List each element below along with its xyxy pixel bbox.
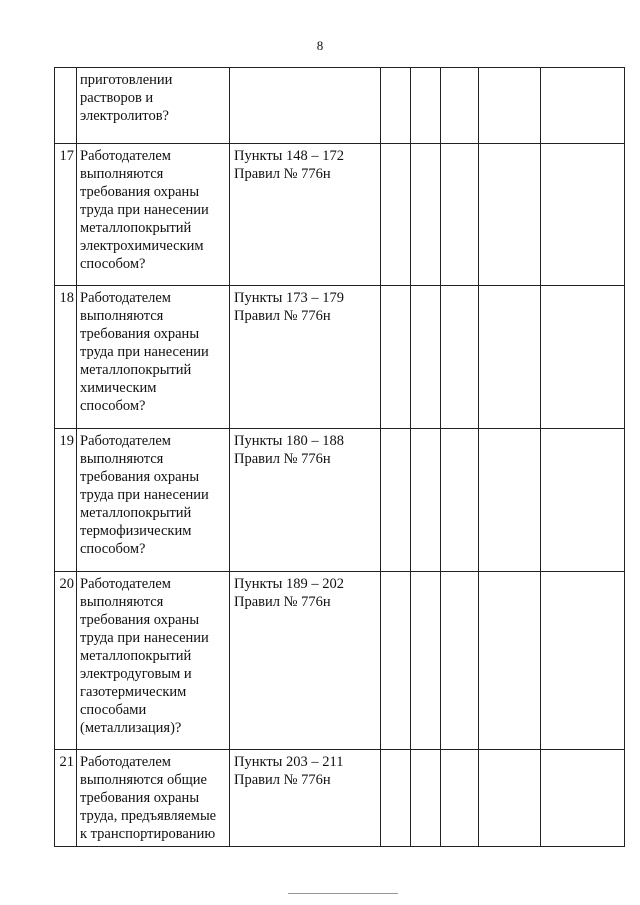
question-cell	[77, 286, 230, 429]
reference-line: Правил № 776н	[234, 166, 331, 182]
question-line: металлопокрытий	[80, 505, 192, 521]
notes-cell[interactable]	[541, 572, 625, 750]
details-cell[interactable]	[479, 429, 541, 572]
question-line: труда при нанесении	[80, 487, 209, 503]
checklist-table	[54, 67, 625, 847]
reference-line: Правил № 776н	[234, 772, 331, 788]
answer-na-cell[interactable]	[441, 572, 479, 750]
table-row	[55, 750, 625, 847]
answer-na-cell[interactable]	[441, 750, 479, 847]
question-cell	[77, 68, 230, 144]
question-line: приготовлении	[80, 72, 173, 88]
row-number: 19	[55, 429, 77, 572]
answer-no-cell[interactable]	[411, 144, 441, 286]
row-number: 20	[55, 572, 77, 750]
question-line: Работодателем	[80, 754, 171, 770]
question-line: Работодателем	[80, 433, 171, 449]
reference-cell	[230, 144, 381, 286]
scan-edge-divider	[288, 893, 398, 894]
reference-line: Пункты 203 – 211	[234, 754, 344, 770]
table-row	[55, 572, 625, 750]
answer-yes-cell[interactable]	[381, 429, 411, 572]
question-line: требования охраны	[80, 184, 200, 200]
row-number: 21	[55, 750, 77, 847]
question-line: Работодателем	[80, 576, 171, 592]
question-line: труда при нанесении	[80, 202, 209, 218]
reference-line: Правил № 776н	[234, 451, 331, 467]
question-line: электролитов?	[80, 108, 169, 124]
answer-na-cell[interactable]	[441, 429, 479, 572]
question-line: металлопокрытий	[80, 362, 192, 378]
details-cell[interactable]	[479, 750, 541, 847]
question-line: электродуговым и	[80, 666, 192, 682]
page-number: 8	[316, 38, 324, 53]
question-line: требования охраны	[80, 612, 200, 628]
question-line: металлопокрытий	[80, 648, 192, 664]
answer-na-cell[interactable]	[441, 68, 479, 144]
answer-yes-cell[interactable]	[381, 572, 411, 750]
question-line: способом?	[80, 256, 146, 272]
question-cell	[77, 750, 230, 847]
answer-yes-cell[interactable]	[381, 144, 411, 286]
answer-no-cell[interactable]	[411, 286, 441, 429]
reference-line: Пункты 189 – 202	[234, 576, 345, 592]
question-cell	[77, 429, 230, 572]
question-line: растворов и	[80, 90, 154, 106]
question-line: требования охраны	[80, 326, 200, 342]
table-row	[55, 286, 625, 429]
reference-cell	[230, 286, 381, 429]
question-line: способом?	[80, 398, 146, 414]
answer-no-cell[interactable]	[411, 429, 441, 572]
reference-line: Пункты 173 – 179	[234, 290, 345, 306]
notes-cell[interactable]	[541, 286, 625, 429]
answer-na-cell[interactable]	[441, 286, 479, 429]
notes-cell[interactable]	[541, 429, 625, 572]
question-line: газотермическим	[80, 684, 187, 700]
table-row	[55, 429, 625, 572]
answer-na-cell[interactable]	[441, 144, 479, 286]
reference-line: Правил № 776н	[234, 594, 331, 610]
question-line: металлопокрытий	[80, 220, 192, 236]
question-cell	[77, 144, 230, 286]
details-cell[interactable]	[479, 144, 541, 286]
question-line: выполняются	[80, 594, 164, 610]
answer-no-cell[interactable]	[411, 750, 441, 847]
reference-cell	[230, 68, 381, 144]
reference-line: Правил № 776н	[234, 308, 331, 324]
details-cell[interactable]	[479, 286, 541, 429]
notes-cell[interactable]	[541, 750, 625, 847]
question-line: выполняются	[80, 308, 164, 324]
question-line: требования охраны	[80, 790, 200, 806]
row-number: 18	[55, 286, 77, 429]
answer-yes-cell[interactable]	[381, 286, 411, 429]
row-number: 17	[55, 144, 77, 286]
question-line: Работодателем	[80, 290, 171, 306]
question-line: труда при нанесении	[80, 344, 209, 360]
question-line: термофизическим	[80, 523, 192, 539]
question-line: электрохимическим	[80, 238, 204, 254]
question-line: химическим	[80, 380, 157, 396]
details-cell[interactable]	[479, 68, 541, 144]
question-line: выполняются общие	[80, 772, 207, 788]
answer-no-cell[interactable]	[411, 572, 441, 750]
row-number	[55, 68, 77, 144]
table-row	[55, 144, 625, 286]
question-line: выполняются	[80, 166, 164, 182]
question-line: способом?	[80, 541, 146, 557]
question-line: выполняются	[80, 451, 164, 467]
reference-cell	[230, 429, 381, 572]
reference-line: Пункты 148 – 172	[234, 148, 345, 164]
question-cell	[77, 572, 230, 750]
question-line: труда при нанесении	[80, 630, 209, 646]
question-line: Работодателем	[80, 148, 171, 164]
question-line: труда, предъявляемые	[80, 808, 217, 824]
notes-cell[interactable]	[541, 68, 625, 144]
reference-line: Пункты 180 – 188	[234, 433, 345, 449]
question-line: требования охраны	[80, 469, 200, 485]
answer-yes-cell[interactable]	[381, 750, 411, 847]
reference-cell	[230, 750, 381, 847]
question-line: способами	[80, 702, 147, 718]
question-line: (металлизация)?	[80, 720, 182, 736]
answer-yes-cell[interactable]	[381, 68, 411, 144]
details-cell[interactable]	[479, 572, 541, 750]
reference-cell	[230, 572, 381, 750]
table-row	[55, 68, 625, 144]
notes-cell[interactable]	[541, 144, 625, 286]
question-line: к транспортированию	[80, 826, 216, 842]
answer-no-cell[interactable]	[411, 68, 441, 144]
